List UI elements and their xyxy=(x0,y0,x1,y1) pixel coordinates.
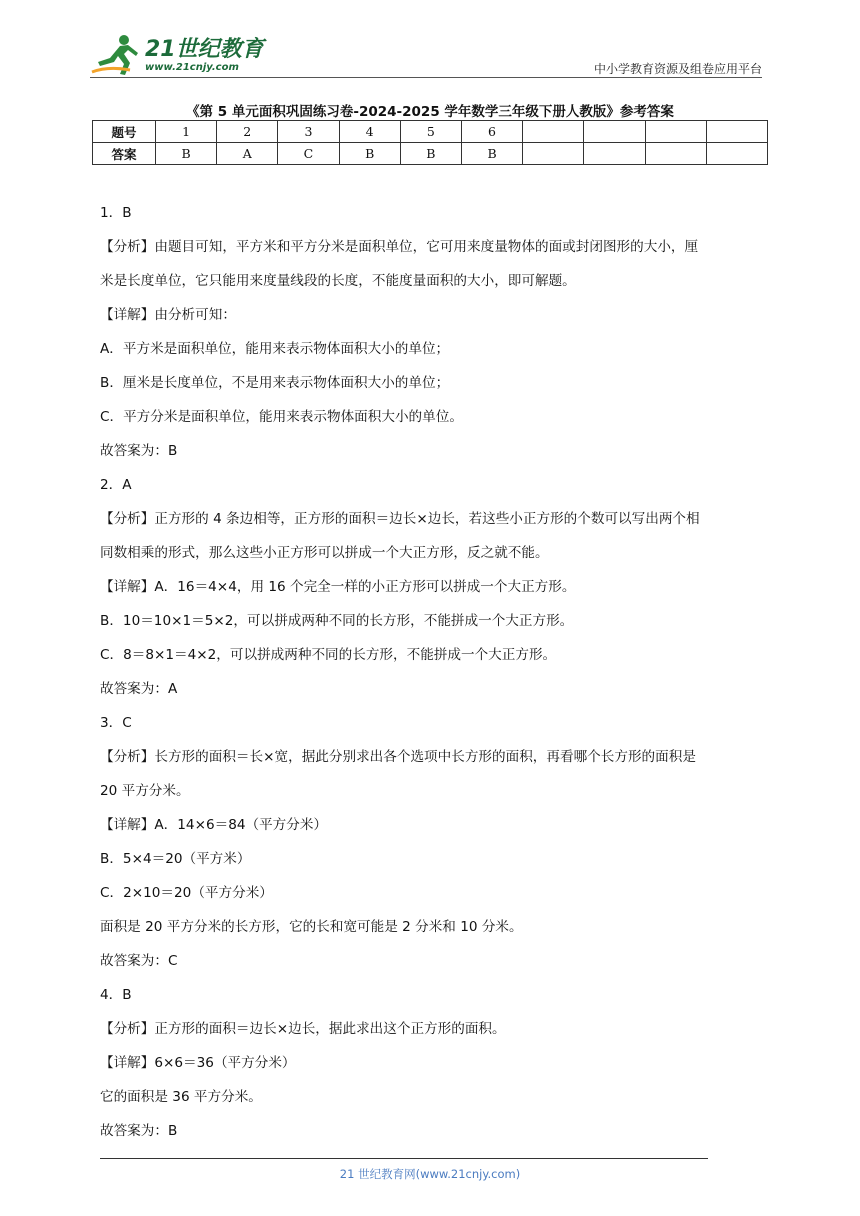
question-number xyxy=(645,121,706,143)
answer-table xyxy=(92,120,768,165)
text-line: 【详解】A．16＝4×4，用 16 个完全一样的小正方形可以拼成一个大正方形。 xyxy=(100,579,576,595)
answer-cell xyxy=(584,143,645,165)
text-line: 故答案为：A xyxy=(100,681,178,697)
text-line: 【分析】长方形的面积＝长×宽，据此分别求出各个选项中长方形的面积，再看哪个长方形的面积是 xyxy=(100,749,696,765)
question-number: 3 xyxy=(278,121,339,143)
logo-url: www.21cnjy.com xyxy=(145,62,239,73)
answer-row xyxy=(93,143,768,165)
header-divider xyxy=(90,77,762,78)
question-number: 6 xyxy=(461,121,522,143)
text-line: 【分析】正方形的面积＝边长×边长，据此求出这个正方形的面积。 xyxy=(100,1021,506,1037)
question-number xyxy=(584,121,645,143)
runner-logo-icon xyxy=(90,32,142,78)
document-title: 《第 5 单元面积巩固练习卷-2024-2025 学年数学三年级下册人教版》参考答案 xyxy=(186,104,674,120)
text-line: C．2×10＝20（平方分米） xyxy=(100,885,273,901)
answer-cell: A xyxy=(217,143,278,165)
answer-cell: B xyxy=(400,143,461,165)
text-line: 4．B xyxy=(100,987,132,1003)
text-line: 它的面积是 36 平方分米。 xyxy=(100,1089,262,1105)
text-line: 故答案为：B xyxy=(100,1123,178,1139)
question-number: 1 xyxy=(156,121,217,143)
question-number xyxy=(523,121,584,143)
question-number: 2 xyxy=(217,121,278,143)
answer-cell: C xyxy=(278,143,339,165)
footer-link[interactable]: 21 世纪教育网(www.21cnjy.com) xyxy=(339,1167,521,1181)
text-line: 【分析】由题目可知，平方米和平方分米是面积单位，它可用来度量物体的面或封闭图形的大小，厘 xyxy=(100,239,699,255)
question-number xyxy=(706,121,767,143)
text-line: 同数相乘的形式，那么这些小正方形可以拼成一个大正方形，反之就不能。 xyxy=(100,545,549,561)
text-line: C．8＝8×1＝4×2，可以拼成两种不同的长方形，不能拼成一个大正方形。 xyxy=(100,647,557,663)
answer-cell xyxy=(706,143,767,165)
text-line: 20 平方分米。 xyxy=(100,783,190,799)
platform-name: 中小学教育资源及组卷应用平台 xyxy=(593,62,762,76)
text-line: 2．A xyxy=(100,477,132,493)
text-line: 【分析】正方形的 4 条边相等，正方形的面积＝边长×边长，若这些小正方形的个数可以写出两个相 xyxy=(100,511,700,527)
answer-cell xyxy=(645,143,706,165)
text-line: 3．C xyxy=(100,715,132,731)
question-number: 4 xyxy=(339,121,400,143)
logo-text: 21世纪教育 xyxy=(145,37,264,62)
text-line: 故答案为：C xyxy=(100,953,178,969)
answer-cell: B xyxy=(156,143,217,165)
text-line: B．厘米是长度单位，不是用来表示物体面积大小的单位； xyxy=(100,375,450,391)
text-line: 面积是 20 平方分米的长方形，它的长和宽可能是 2 分米和 10 分米。 xyxy=(100,919,523,935)
text-line: 【详解】6×6＝36（平方分米） xyxy=(100,1055,296,1071)
text-line: 故答案为：B xyxy=(100,443,178,459)
footer-divider xyxy=(100,1158,708,1159)
text-line: B．10＝10×1＝5×2，可以拼成两种不同的长方形，不能拼成一个大正方形。 xyxy=(100,613,574,629)
question-number: 5 xyxy=(400,121,461,143)
logo xyxy=(90,30,290,80)
text-line: 【详解】A．14×6＝84（平方分米） xyxy=(100,817,328,833)
answer-cell: B xyxy=(461,143,522,165)
answer-explanations xyxy=(100,196,770,1148)
row-label: 答案 xyxy=(93,143,156,165)
answer-cell xyxy=(523,143,584,165)
text-line: A．平方米是面积单位，能用来表示物体面积大小的单位； xyxy=(100,341,450,357)
text-line: 1．B xyxy=(100,205,132,221)
answer-cell: B xyxy=(339,143,400,165)
text-line: C．平方分米是面积单位，能用来表示物体面积大小的单位。 xyxy=(100,409,463,425)
text-line: 米是长度单位，它只能用来度量线段的长度，不能度量面积的大小，即可解题。 xyxy=(100,273,576,289)
page-header xyxy=(90,30,762,80)
row-label: 题号 xyxy=(93,121,156,143)
text-line: B．5×4＝20（平方米） xyxy=(100,851,251,867)
text-line: 【详解】由分析可知： xyxy=(100,307,236,323)
question-number-row xyxy=(93,121,768,143)
